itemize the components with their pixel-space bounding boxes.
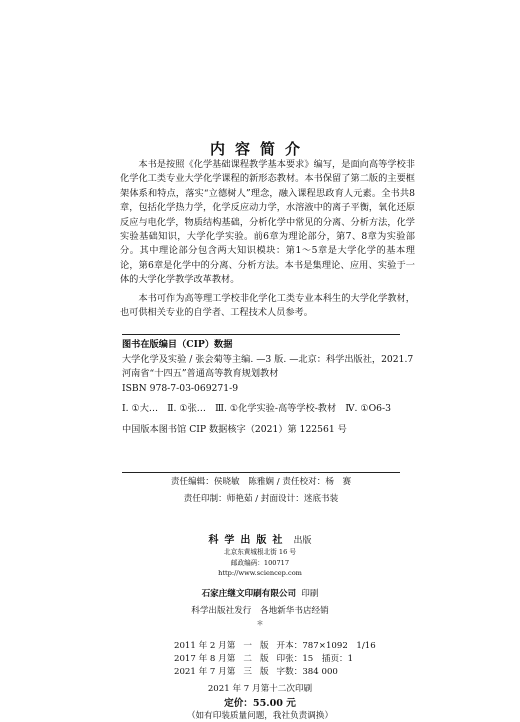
cip-bottom-rule bbox=[122, 472, 400, 473]
edition-date: 2021 年 7 月第 bbox=[174, 667, 236, 677]
edition-type: 版 bbox=[259, 641, 269, 651]
cip-block bbox=[122, 338, 413, 438]
staff-credits bbox=[122, 474, 400, 508]
edition-table bbox=[170, 640, 380, 679]
spec-value: 384 000 bbox=[302, 667, 338, 677]
printer-suffix: 印刷 bbox=[301, 588, 319, 599]
intro-title: 内容简介 bbox=[209, 140, 310, 158]
edition-row bbox=[170, 653, 380, 666]
publisher-postcode: 邮政编码：100717 bbox=[230, 558, 290, 567]
edition-row bbox=[170, 666, 380, 679]
publisher-name: 科学出版社 bbox=[208, 535, 289, 546]
spec-label: 印张： bbox=[276, 654, 303, 664]
cip-record: 中国版本图书馆 CIP 数据核字（2021）第 122561 号 bbox=[122, 423, 347, 435]
spec-label: 字数： bbox=[276, 667, 303, 677]
edition-num: 二 bbox=[243, 654, 252, 664]
cip-heading: 图书在版编目（CIP）数据 bbox=[122, 339, 233, 350]
separator-mark: ＊ bbox=[256, 618, 264, 627]
cip-series: 河南省“十四五”普通高等教育规划教材 bbox=[122, 368, 279, 380]
quality-notice: （如有印装质量问题，我社负责调换） bbox=[186, 711, 334, 721]
publisher-block bbox=[0, 528, 520, 628]
cip-citation: 大学化学及实验 / 张会菊等主编. —3 版. —北京：科学出版社，2021.7 bbox=[122, 353, 414, 365]
cip-top-rule bbox=[122, 334, 400, 335]
edition-type: 版 bbox=[259, 654, 269, 664]
edition-type: 版 bbox=[259, 667, 269, 677]
printing-info: 2021 年 7 月第十二次印刷 bbox=[207, 684, 313, 694]
publisher-address: 北京东黄城根北街 16 号 bbox=[224, 548, 296, 556]
printer-name: 石家庄继文印刷有限公司 bbox=[201, 588, 297, 599]
intro-paragraph-1: 本书是按照《化学基础课程教学基本要求》编写，是面向高等学校非化学化工类专业大学化学课程的新形态教材。本书保留了第二版的主要框架体系和特点，落实“立德树人”理念，融入课程思政育人元素。全书共8章，包括化学热力学，化学反应动力学，水溶液中的离子平衡，氧化还原反应与电化学，物质结构基础，分析化学中常见的分离、分析方法，化学实验基础知识，大学化学实验。前6章为理论部分，第7、8章为实验部分。其中理论部分包含两大知识模块：第1～5章是大学化学的基本理论，第6章是化学中的分离、分析方法。本书是集理论、应用、实验于一体的大学化学教学改革教材。 bbox=[120, 159, 415, 286]
publisher-suffix: 出版 bbox=[293, 536, 312, 546]
edition-date: 2011 年 2 月第 bbox=[174, 641, 236, 651]
edition-num: 三 bbox=[243, 667, 252, 677]
publisher-url: http://www.sciencep.com bbox=[218, 569, 302, 577]
staff-line-production: 责任印制：师艳茹 / 封面设计：迷底书装 bbox=[183, 494, 339, 504]
price: 定价：55.00 元 bbox=[224, 698, 296, 709]
edition-row bbox=[170, 640, 380, 653]
staff-line-editors: 责任编辑：侯晓敏 陈雅娴 / 责任校对：杨 赛 bbox=[170, 477, 352, 487]
spec-label: 开本： bbox=[276, 641, 303, 651]
edition-num: 一 bbox=[243, 641, 252, 651]
spec-value: 15 插页：1 bbox=[302, 654, 354, 664]
edition-date: 2017 年 8 月第 bbox=[174, 654, 236, 664]
intro-body bbox=[120, 158, 415, 324]
distribution: 科学出版社发行 各地新华书店经销 bbox=[191, 605, 329, 616]
intro-paragraph-2: 本书可作为高等理工学校非化学化工类专业本科生的大学化学教材，也可供相关专业的自学者、工程技术人员参考。 bbox=[120, 292, 415, 319]
cip-isbn: ISBN 978-7-03-069271-9 bbox=[122, 382, 239, 394]
spec-value: 787×1092 1/16 bbox=[302, 641, 376, 651]
cip-classification: Ⅰ. ①大… Ⅱ. ①张… Ⅲ. ①化学实验-高等学校-教材 Ⅳ. ①O6-3 bbox=[122, 403, 391, 415]
